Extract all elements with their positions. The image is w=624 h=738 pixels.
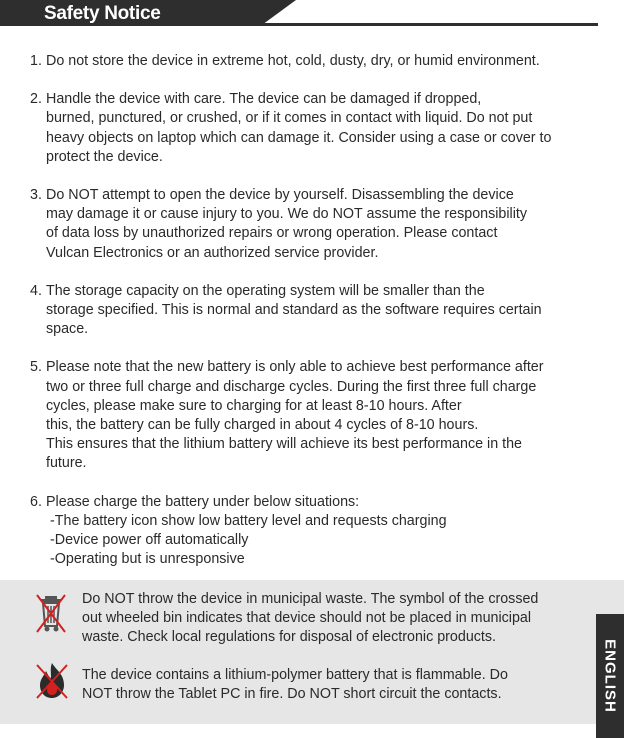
item-text: protect the device.: [46, 148, 163, 165]
section-header: [0, 0, 600, 28]
item-text: Please note that the new battery is only able to achieve best performance after: [46, 359, 544, 376]
notice-box: [0, 580, 624, 724]
item-text: Do NOT attempt to open the device by yourself. Disassembling the device: [46, 187, 514, 204]
list-item: 1. Do not store the device in extreme hot, cold, dusty, dry, or humid environment.: [30, 53, 540, 69]
item-text: cycles, please make sure to charging for at least 8-10 hours. After: [46, 397, 462, 414]
item-text: space.: [46, 321, 89, 338]
item-text: of data loss by unauthorized repairs or wrong operation. Please contact: [46, 225, 498, 242]
list-item: 2. Handle the device with care. The device can be damaged if dropped, burned, punctured, or crushed, or if it comes in contact with liquid. Do not put heavy objects on laptop which can damage it. Consider using a case or cover to protect the device.: [30, 90, 620, 167]
item-text: The storage capacity on the operating system will be smaller than the: [46, 282, 485, 299]
item-text: This ensures that the lithium battery will achieve its best performance in the: [46, 436, 522, 453]
item-text: two or three full charge and discharge cycles. During the first three full charge: [46, 378, 537, 395]
item-text: future.: [46, 455, 87, 472]
item-text: this, the battery can be fully charged in about 4 cycles of 8-10 hours.: [46, 417, 479, 434]
waste-notice: Do NOT throw the device in municipal waste. The symbol of the crossed out wheeled bin indicates that device should not be placed in municipal waste. Check local regulations for disposal of electronic products.: [82, 591, 539, 645]
page-title: Safety Notice: [44, 3, 161, 24]
item-text: storage specified. This is normal and standard as the software requires certain: [46, 302, 542, 319]
sub-item: -Device power off automatically: [50, 532, 249, 549]
item-text: Vulcan Electronics or an authorized service provider.: [46, 244, 379, 261]
crossed-wheeled-bin-icon: [34, 592, 68, 634]
item-text: heavy objects on laptop which can damage it. Consider using a case or cover to: [46, 129, 552, 146]
no-fire-icon: [34, 660, 70, 700]
language-tab: [596, 614, 624, 738]
list-item: 5. Please note that the new battery is only able to achieve best performance after two or three full charge and discharge cycles. During the first three full charge cycles, please make sure to charging for at least 8-10 hours. After this, the battery can be fully charged in about 4 cycles of 8-10 hours. This ensures that the lithium battery will achieve its best performance in the future.: [30, 358, 620, 473]
sub-item: -Operating but is unresponsive: [50, 551, 245, 568]
item-text: may damage it or cause injury to you. We do NOT assume the responsibility: [46, 206, 528, 223]
list-item: 3. Do NOT attempt to open the device by yourself. Disassembling the device may damage it or cause injury to you. We do NOT assume the responsibility of data loss by unauthorized repairs or wrong operation. Please contact Vulcan Electronics or an authorized service provider.: [30, 186, 620, 263]
item-text: burned, punctured, or crushed, or if it comes in contact with liquid. Do not put: [46, 110, 533, 127]
safety-list: [30, 52, 620, 588]
list-item: 4. The storage capacity on the operating system will be smaller than the storage specified. This is normal and standard as the software requires certain space.: [30, 282, 620, 340]
sub-item: -The battery icon show low battery level and requests charging: [50, 512, 447, 529]
item-text: Please charge the battery under below situations:: [46, 493, 360, 510]
item-text: Do not store the device in extreme hot, cold, dusty, dry, or humid environment.: [46, 53, 540, 69]
language-label: ENGLISH: [601, 639, 619, 713]
list-item: 6. Please charge the battery under below situations: -The battery icon show low battery level and requests charging -Device power off automatically -Operating but is unresponsive: [30, 493, 620, 570]
fire-notice: The device contains a lithium-polymer battery that is flammable. Do NOT throw the Tablet PC in fire. Do NOT short circuit the contacts.: [82, 667, 508, 702]
item-text: Handle the device with care. The device can be damaged if dropped,: [46, 91, 482, 108]
